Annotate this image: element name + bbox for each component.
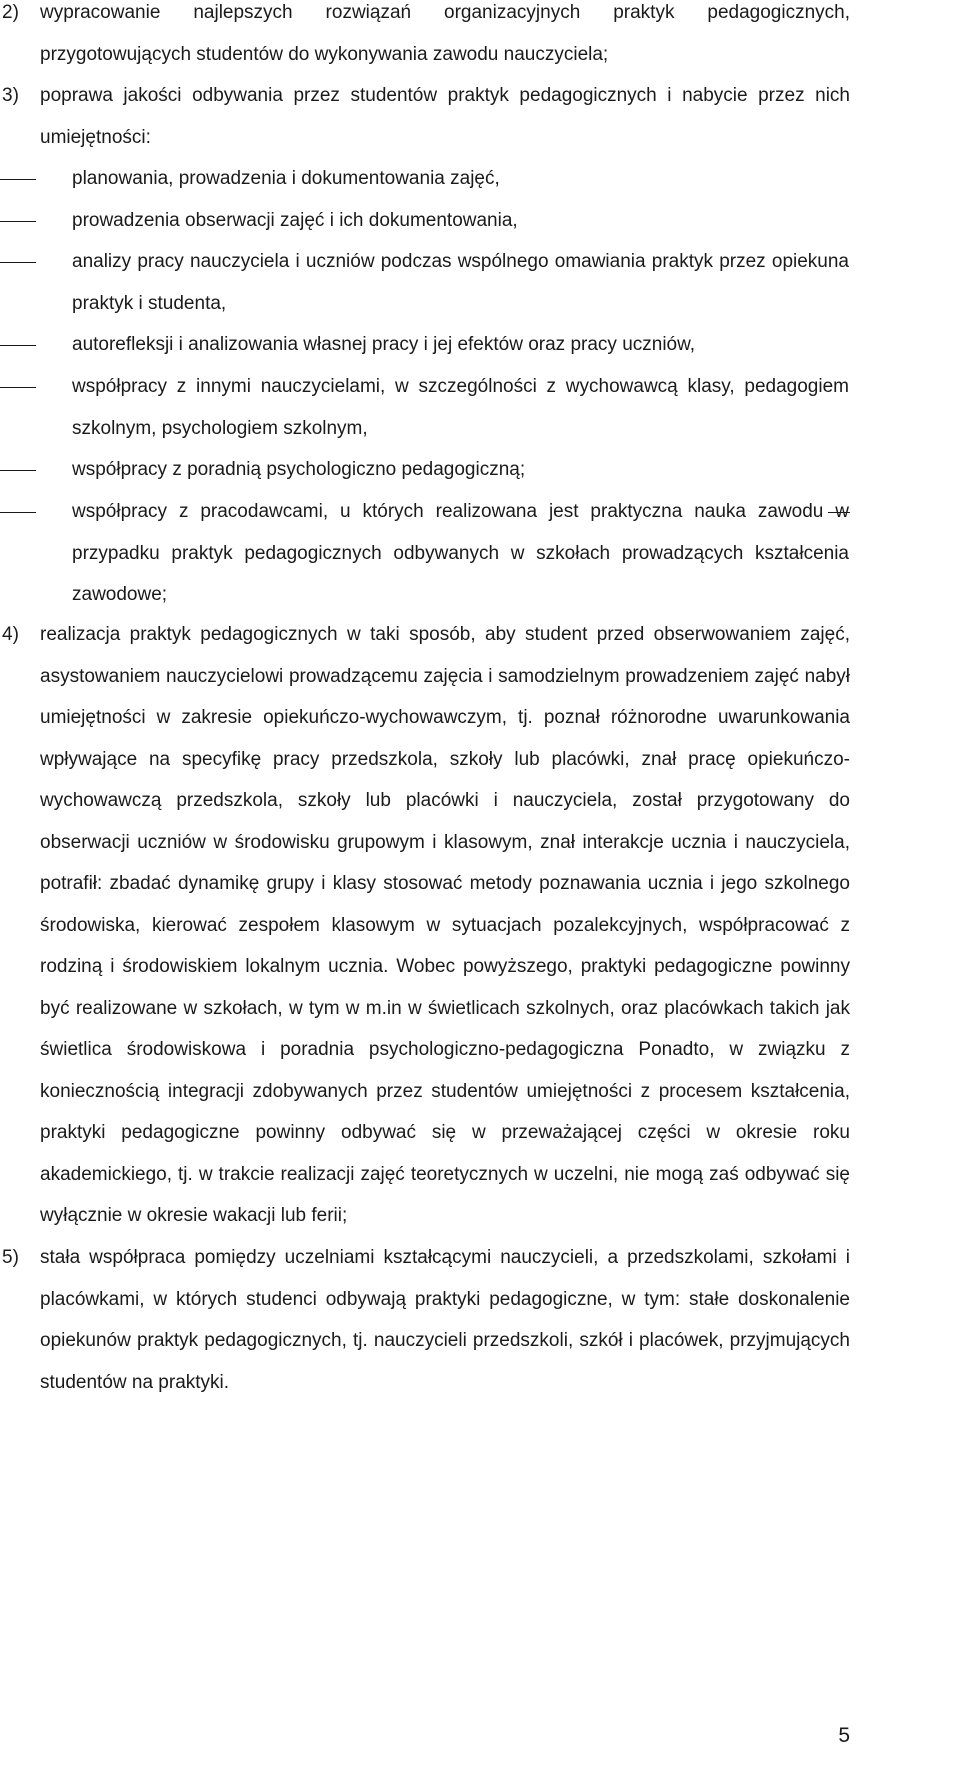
list-item-number: 5) bbox=[2, 1247, 19, 1268]
list-item-number: 3) bbox=[2, 85, 19, 106]
sub-item-text: współpracy z innymi nauczycielami, w szczególności z wychowawcą klasy, pedagogiem szkolnym, psychologiem szkolnym, bbox=[72, 376, 849, 439]
dash-bullet bbox=[0, 512, 36, 513]
sub-item-text: współpracy z pracodawcami, u których realizowana jest praktyczna nauka zawodu w przypadku praktyk pedagogicznych odbywanych w szkołach prowadzących kształcenia zawodowe; bbox=[72, 501, 849, 605]
list-item-text: realizacja praktyk pedagogicznych w taki sposób, aby student przed obserwowaniem zajęć, asystowaniem nauczycielowi prowadzącemu zajęcia i samodzielnym prowadzeniem zajęć nabył umiejętności w zakresie opiekuńczo-wychowawczym, tj. poznał różnorodne uwarunkowania wpływające na specyfikę pracy przedszkola, szkoły lub placówki, znał pracę opiekuńczo-wychowawczą przedszkola, szkoły lub placówki i nauczyciela, został przygotowany do obserwacji uczniów w środowisku grupowym i klasowym, znał interakcje ucznia i nauczyciela, potrafił: zbadać dynamikę grupy i klasy stosować metody poznawania ucznia i jego szkolnego środowiska, kierować zespołem klasowym w sytuacjach pozalekcyjnych, współpracować z rodziną i środowiskiem lokalnym ucznia. Wobec powyższego, praktyki pedagogiczne powinny być realizowane w szkołach, w tym w m.in w świetlicach szkolnych, oraz placówkach takich jak świetlica środowiskowa i poradnia psychologiczno-pedagogiczna Ponadto, w związku z koniecznością integracji zdobywanych przez studentów umiejętności z procesem kształcenia, praktyki pedagogiczne powinny odbywać się w przeważającej części w okresie roku akademickiego, tj. w trakcie realizacji zajęć teoretycznych w uczelni, nie mogą zaś odbywać się wyłącznie w okresie wakacji lub ferii; bbox=[40, 624, 850, 1226]
dash-bullet bbox=[0, 387, 36, 388]
list-item-number: 4) bbox=[2, 624, 19, 645]
dash-bullet bbox=[0, 221, 36, 222]
sub-item-text: autorefleksji i analizowania własnej pracy i jej efektów oraz pracy uczniów, bbox=[72, 334, 696, 355]
sub-item-text: prowadzenia obserwacji zajęć i ich dokumentowania, bbox=[72, 210, 518, 231]
dash-bullet bbox=[0, 179, 36, 180]
sub-item-text: planowania, prowadzenia i dokumentowania zajęć, bbox=[72, 168, 500, 189]
sub-item-text: analizy pracy nauczyciela i uczniów podczas wspólnego omawiania praktyk przez opiekuna praktyk i studenta, bbox=[72, 251, 849, 314]
dash-bullet bbox=[0, 470, 36, 471]
dash-bullet bbox=[0, 262, 36, 263]
list-item-text: wypracowanie najlepszych rozwiązań organizacyjnych praktyk pedagogicznych, przygotowujących studentów do wykonywania zawodu nauczyciela; bbox=[40, 2, 850, 65]
list-item-text: stała współpraca pomiędzy uczelniami kształcącymi nauczycieli, a przedszkolami, szkołami i placówkami, w których studenci odbywają praktyki pedagogiczne, w tym: stałe doskonalenie opiekunów praktyk pedagogicznych, tj. nauczycieli przedszkoli, szkół i placówek, przyjmujących studentów na praktyki. bbox=[40, 1247, 850, 1393]
page-number: 5 bbox=[838, 1724, 850, 1747]
list-item-number: 2) bbox=[2, 2, 19, 23]
dash-bullet bbox=[0, 345, 36, 346]
list-item-text: poprawa jakości odbywania przez studentów praktyk pedagogicznych i nabycie przez nich umiejętności: bbox=[40, 85, 850, 148]
sub-item-text: współpracy z poradnią psychologiczno pedagogiczną; bbox=[72, 459, 526, 480]
